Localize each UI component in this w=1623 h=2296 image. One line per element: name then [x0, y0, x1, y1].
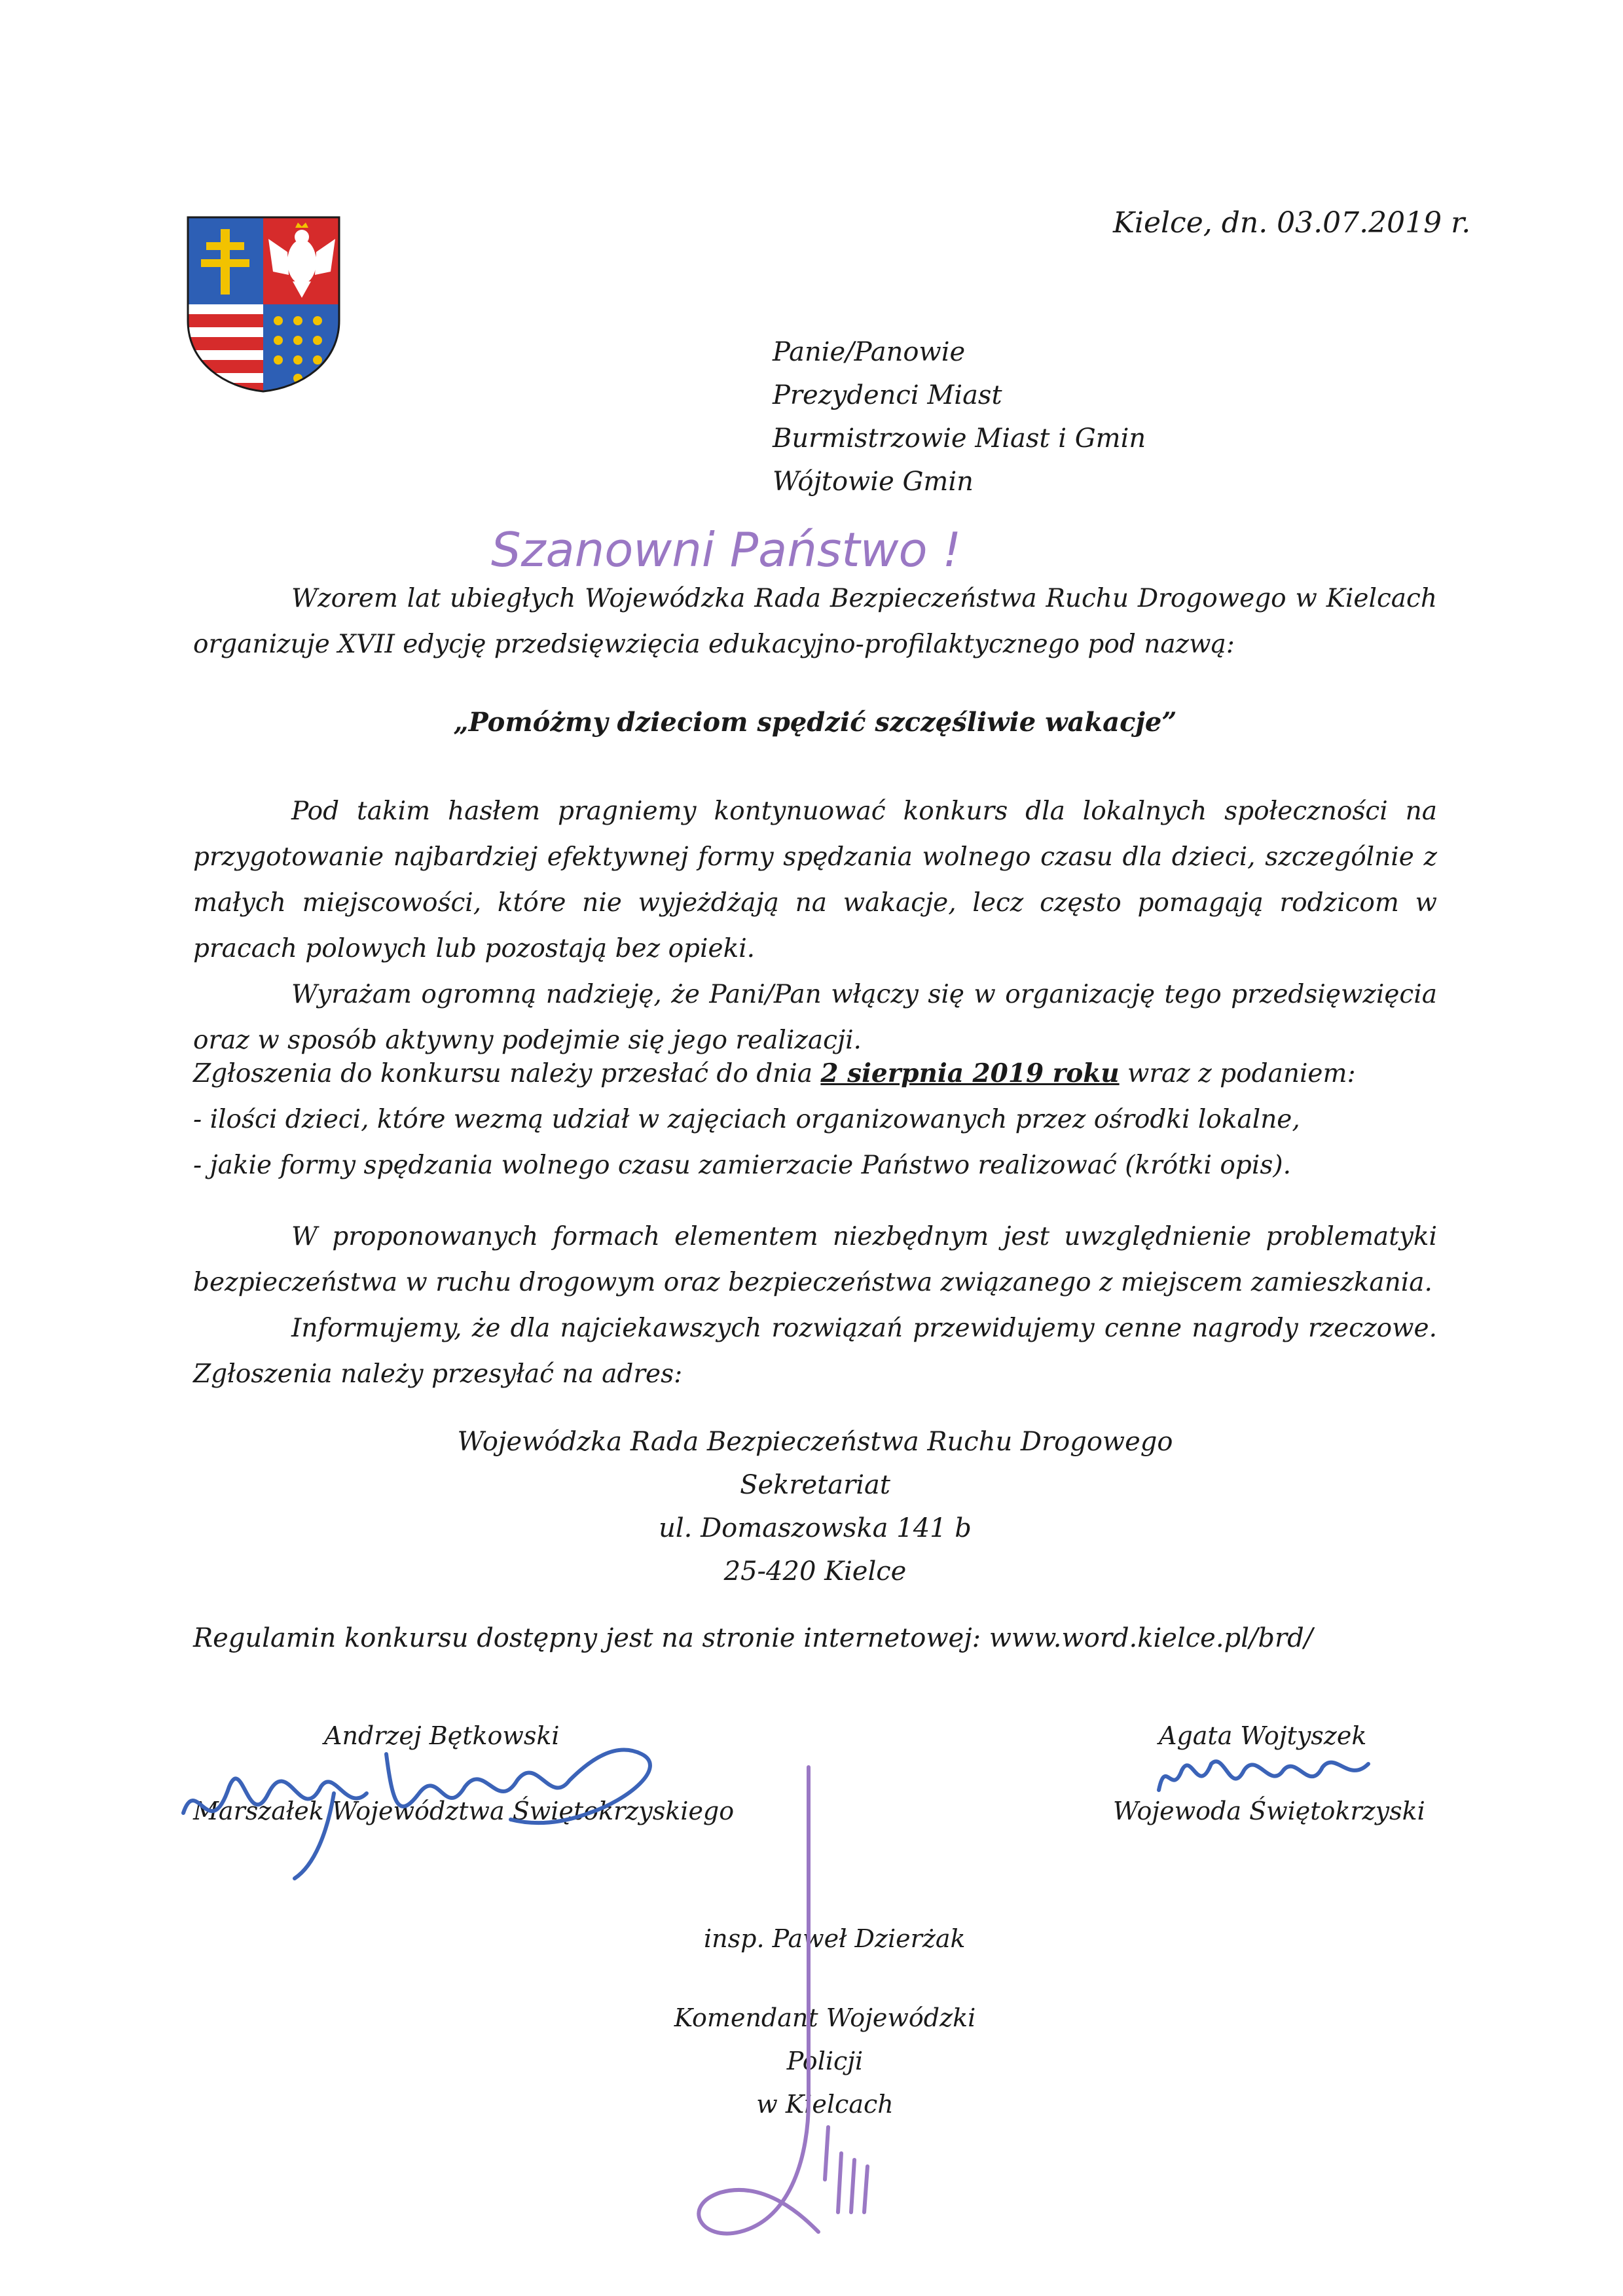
signature-middle-drawing: [661, 1761, 897, 2258]
paragraph-2: Wyrażam ogromną nadzieję, że Pani/Pan włączy się w organizację tego przedsięwzięcia oraz w sposób aktywny podejmie się jego realizacji.: [193, 980, 1437, 1055]
intro-text: Wzorem lat ubiegłych Wojewódzka Rada Bezpieczeństwa Ruchu Drogowego w Kielcach organizuje XVII edycję przedsięwzięcia edukacyjno-profilaktycznego pod nazwą:: [193, 584, 1437, 659]
signatory-middle-role: Komendant Wojewódzki Policji w Kielcach: [674, 2003, 976, 2119]
signatory-middle-name: insp. Paweł Dzierżak: [704, 1924, 966, 1953]
signatory-right-role: Wojewoda Świętokrzyski: [1113, 1797, 1425, 1825]
description-paragraphs: [193, 789, 1437, 1064]
greeting-text: Szanowni Państwo !: [491, 522, 962, 577]
addressee-line: Wójtowie Gmin: [773, 467, 974, 497]
signatory-right-name: Agata Wojtyszek: [1159, 1721, 1367, 1750]
coat-of-arms-emblem: [187, 216, 340, 393]
regulations-note: Regulamin konkursu dostępny jest na stronie internetowej: www.word.kielce.pl/brd/: [193, 1623, 1313, 1653]
addressee-line: Panie/Panowie: [773, 337, 966, 367]
signature-left-drawing: [170, 1715, 733, 1885]
addressee-line: Prezydenci Miast: [773, 380, 1002, 410]
address-line: ul. Domaszowska 141 b: [659, 1513, 972, 1543]
intro-paragraph: [193, 576, 1437, 668]
campaign-motto: „Pomóżmy dzieciom spędzić szczęśliwie wakacje”: [453, 707, 1177, 738]
addressee-block: [773, 331, 1146, 503]
signatory-left-role: Marszałek Województwa Świętokrzyskiego: [193, 1797, 735, 1825]
address-line: Wojewódzka Rada Bezpieczeństwa Ruchu Drogowego: [457, 1427, 1173, 1457]
requirement-item: - jakie formy spędzania wolnego czasu zamierzacie Państwo realizować (krótki opis).: [193, 1151, 1291, 1180]
paragraph-4: Informujemy, że dla najciekawszych rozwiązań przewidujemy cenne nagrody rzeczowe. Zgłoszenia należy przesyłać na adres:: [193, 1314, 1437, 1389]
addressee-line: Burmistrzowie Miast i Gmin: [773, 423, 1146, 454]
submission-line: Zgłoszenia do konkursu należy przesłać do dnia 2 sierpnia 2019 roku wraz z podaniem:: [193, 1058, 1356, 1088]
submission-info: [193, 1050, 1437, 1189]
paragraph-1: Pod takim hasłem pragniemy kontynuować konkurs dla lokalnych społeczności na przygotowanie najbardziej efektywnej formy spędzania wolnego czasu dla dzieci, szczególnie z małych miejscowości, które nie wyjeżdżają na wakacje, lecz często pomagają rodzicom w pracach polowych lub pozostają bez opieki.: [193, 797, 1437, 963]
letter-date: Kielce, dn. 03.07.2019 r.: [1113, 206, 1471, 240]
address-line: Sekretariat: [740, 1470, 890, 1500]
address-line: 25-420 Kielce: [723, 1556, 907, 1587]
signature-right-drawing: [1152, 1738, 1388, 1810]
deadline-date: 2 sierpnia 2019 roku: [820, 1058, 1120, 1088]
mailing-address: [193, 1420, 1437, 1593]
paragraph-3: W proponowanych formach elementem niezbędnym jest uwzględnienie problematyki bezpieczeństwa w ruchu drogowym oraz bezpieczeństwa związanego z miejscem zamieszkania.: [193, 1222, 1437, 1297]
signatory-left-name: Andrzej Bętkowski: [324, 1721, 560, 1750]
safety-paragraphs: [193, 1214, 1437, 1397]
requirement-item: - ilości dzieci, które wezmą udział w zajęciach organizowanych przez ośrodki lokalne,: [193, 1105, 1300, 1134]
